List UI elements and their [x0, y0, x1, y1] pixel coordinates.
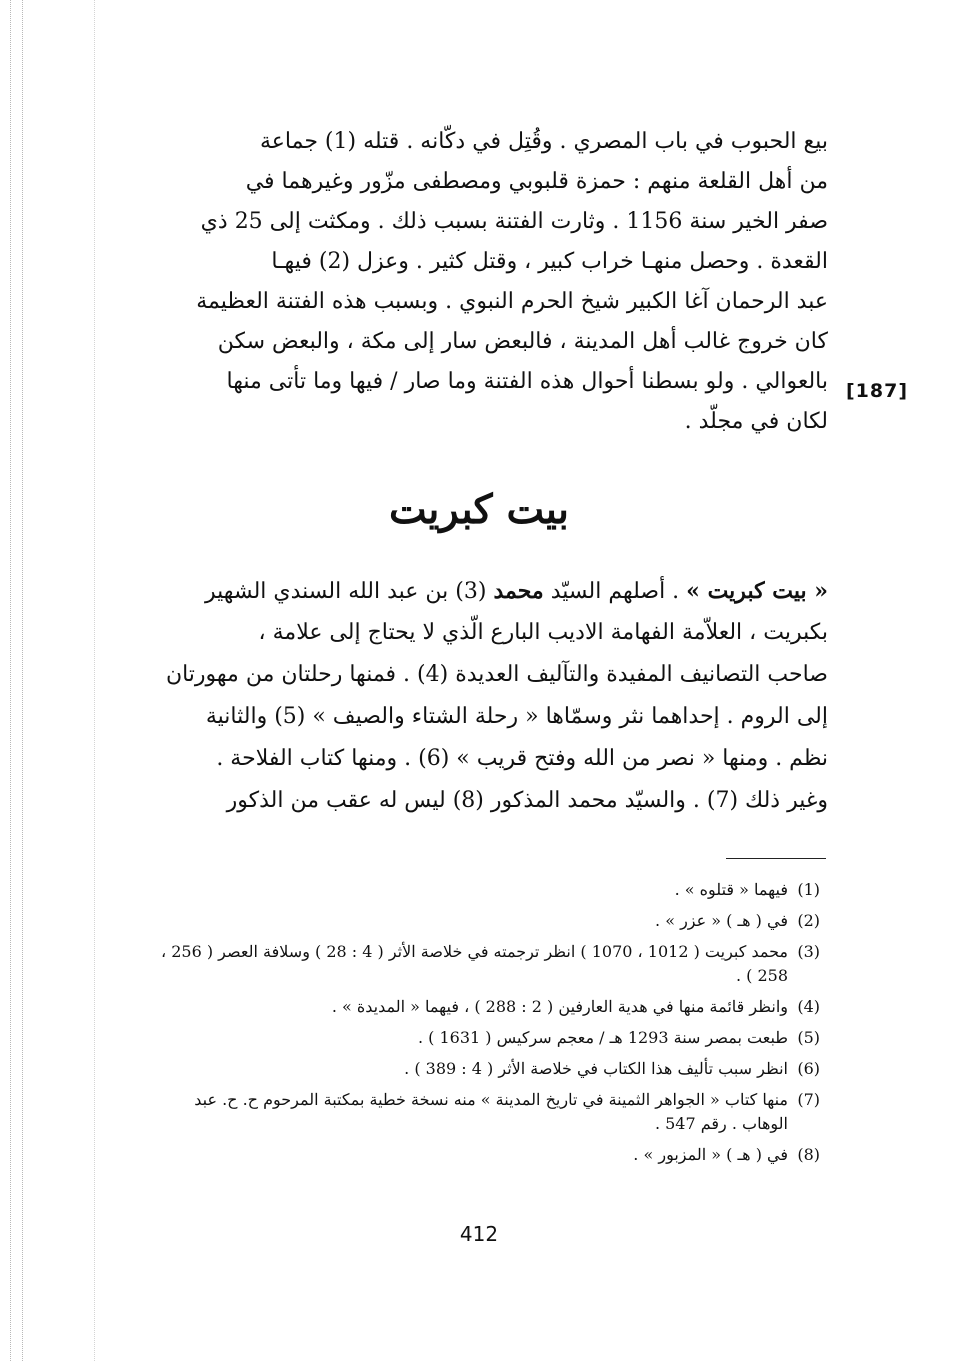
- footnote-number: (3): [797, 942, 820, 961]
- footnote: [150, 1026, 820, 1050]
- footnote-number: (2): [797, 911, 820, 930]
- footnote-text: في ( هـ ) « عزر » .: [655, 911, 788, 930]
- footnote-text: منها كتاب « الجواهر الثمينة في تاريخ المدينة » منه نسخة خطية بمكتبة المرحوم ح. ح. عبد الوهاب . رقم 547 .: [194, 1090, 788, 1133]
- scan-edge-dotted-line: [22, 0, 23, 1361]
- text-span: . أصلهم السيّد: [543, 579, 687, 604]
- footnote: [150, 1088, 820, 1136]
- footnote-text: وانظر قائمة منها في هدية العارفين ( 2 : 288 ) ، فيهما « المديدة » .: [331, 997, 788, 1016]
- footnote: [150, 995, 820, 1019]
- footnote-text: طبعت بمصر سنة 1293 هـ / معجم سركيس ( 1631 ) .: [417, 1028, 788, 1047]
- footnote-text: انظر سبب تأليف هذا الكتاب في خلاصة الأثر ( 4 : 389 ) .: [404, 1059, 788, 1078]
- entry-title: « بيت كبريت »: [686, 578, 828, 604]
- text-line: بيع الحبوب في باب المصري . وقُتِل في دكّانه . قتله (1) جماعة: [259, 129, 828, 154]
- footnote: [150, 1143, 820, 1167]
- footnote-number: (5): [797, 1028, 820, 1047]
- text-line: عبد الرحمان آغا الكبير شيخ الحرم النبوي . وبسبب هذه الفتنة العظيمة: [196, 289, 828, 314]
- footnote-text: محمد كبريت ( 1012 ، 1070 ) انظر ترجمته في خلاصة الأثر ( 4 : 28 ) وسلافة العصر ( 256 ، 258 ) .: [160, 942, 788, 985]
- text-line: صاحب التصانيف المفيدة والتآليف العديدة (4) . فمنها رحلتان من مهورتان: [165, 662, 828, 687]
- section-heading: بيت كبريت: [389, 486, 569, 533]
- footnote-number: (1): [797, 880, 820, 899]
- footnote: [150, 940, 820, 988]
- main-paragraph: [140, 122, 828, 442]
- footnote: [150, 878, 820, 902]
- footnote-number: (6): [797, 1059, 820, 1078]
- margin-page-marker: [187]: [846, 380, 909, 402]
- text-line: القعدة . وحصل منهـا خراب كبير ، وقتل كثير . وعزل (2) فيهـا: [271, 249, 828, 274]
- text-line: صفر الخير سنة 1156 . وثارت الفتنة بسبب ذلك . ومكثت إلى 25 ذي: [200, 209, 828, 234]
- footnote-separator: [726, 858, 826, 859]
- text-span: (3) بن عبد الله السندي الشهير: [205, 579, 494, 604]
- text-line: لكان في مجلّد .: [684, 409, 828, 434]
- scan-edge-dotted-line: [10, 0, 11, 1361]
- footnote: [150, 1057, 820, 1081]
- footnote-text: فيهما « قتلوه » .: [674, 880, 788, 899]
- person-name: محمد: [493, 578, 544, 604]
- page-number: 412: [459, 1222, 499, 1246]
- text-line: [140, 570, 828, 612]
- text-line: من أهل القلعة منهم : حمزة قلبوبي ومصطفى مزّور وغيرهما في: [245, 169, 828, 194]
- text-line: وغير ذلك (7) . والسيّد محمد المذكور (8) ليس له عقب من الذكور: [226, 788, 828, 813]
- footnote-text: في ( هـ ) « المزبور » .: [633, 1145, 788, 1164]
- footnote: [150, 909, 820, 933]
- footnote-number: (4): [797, 997, 820, 1016]
- text-line: كان خروج غالب أهل المدينة ، فالبعض سار إلى مكة ، والبعض سكن: [217, 329, 828, 354]
- footnote-number: (8): [797, 1145, 820, 1164]
- text-line: إلى الروم . إحداهما نثر وسمّاها « رحلة الشتاء والصيف » (5) والثانية: [205, 704, 828, 729]
- scan-edge-dotted-line: [94, 0, 95, 1361]
- entry-paragraph: [140, 570, 828, 822]
- text-line: بكبريت ، العلاّمة الفهامة الاديب البارع الّذي لا يحتاج إلى علامة ،: [258, 620, 828, 645]
- text-line: نظم . ومنها « نصر من الله وفتح قريب » (6) . ومنها كتاب الفلاحة .: [216, 746, 828, 771]
- footnote-number: (7): [797, 1090, 820, 1109]
- footnotes: [150, 878, 820, 1174]
- text-line: بالعوالي . ولو بسطنا أحوال هذه الفتنة وما صار / فيها وما تأتى منها: [226, 369, 828, 394]
